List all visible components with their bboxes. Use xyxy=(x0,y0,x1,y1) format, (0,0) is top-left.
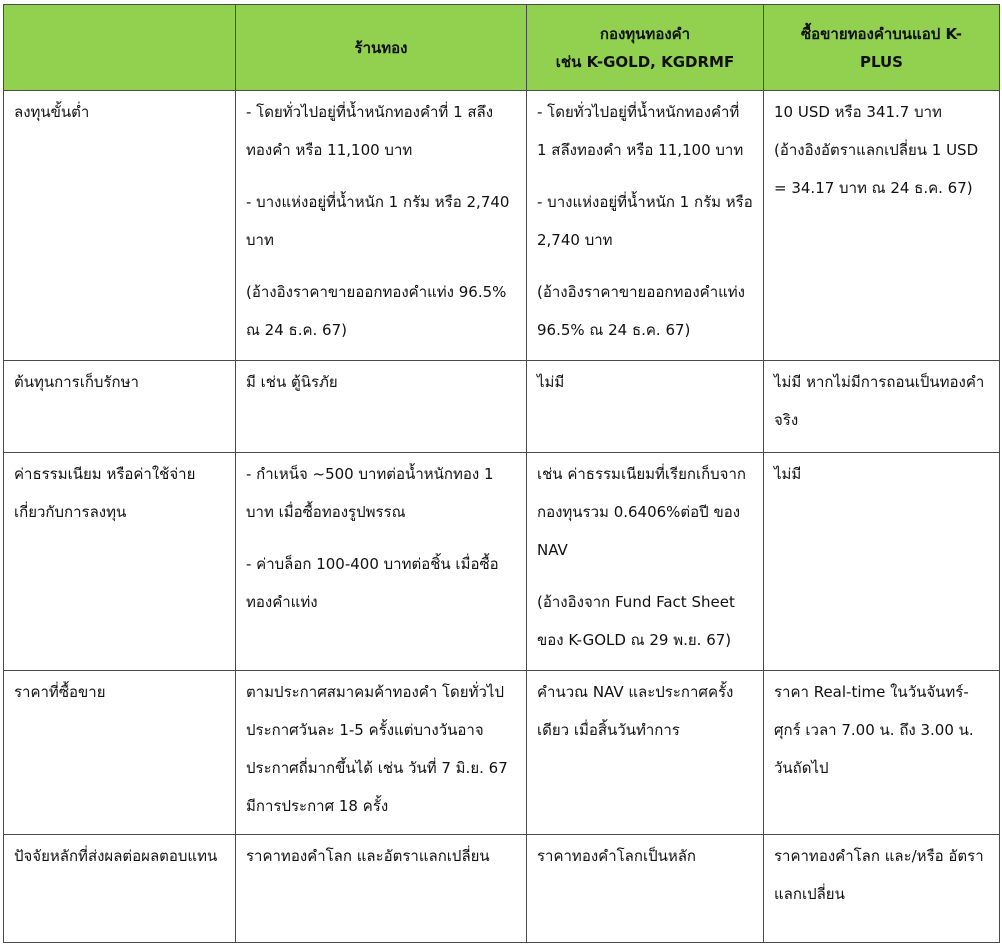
cell-shop xyxy=(236,835,527,943)
cell-paragraph: ไม่มี xyxy=(774,465,802,483)
header-kplus-app xyxy=(764,5,1000,91)
header-kplus-line2: PLUS xyxy=(859,52,903,71)
row-label: ราคาที่ซื้อขาย xyxy=(4,671,236,835)
cell-app xyxy=(764,671,1000,835)
row-label: ต้นทุนการเก็บรักษา xyxy=(4,361,236,453)
table-row-trading-price xyxy=(4,671,1000,835)
cell-paragraph: - โดยทั่วไปอยู่ที่น้ำหนักทองคำที่ 1 สลึง ทองคำ หรือ 11,100 บาท xyxy=(246,103,494,159)
cell-paragraph: ไม่มี หากไม่มีการถอนเป็นทองคำจริง xyxy=(774,373,985,429)
cell-paragraph: มี เช่น ตู้นิรภัย xyxy=(246,373,338,391)
comparison-table xyxy=(3,4,1000,943)
header-gold-fund-line1: กองทุนทองคำ xyxy=(599,24,691,43)
cell-paragraph: เช่น ค่าธรรมเนียมที่เรียกเก็บจากกองทุนรวม 0.6406%ต่อปี ของ NAV xyxy=(537,465,746,559)
cell-fund xyxy=(527,671,764,835)
cell-paragraph: - บางแห่งอยู่ที่น้ำหนัก 1 กรัม หรือ 2,740 บาท xyxy=(246,193,510,249)
header-gold-fund-line2: เช่น K-GOLD, KGDRMF xyxy=(555,52,735,71)
table-row-fees xyxy=(4,453,1000,671)
cell-fund xyxy=(527,835,764,943)
cell-paragraph: ไม่มี xyxy=(537,373,565,391)
cell-paragraph: (อ้างอิงราคาขายออกทองคำแท่ง 96.5% ณ 24 ธ.ค. 67) xyxy=(246,283,507,339)
cell-fund xyxy=(527,453,764,671)
cell-app xyxy=(764,835,1000,943)
cell-app xyxy=(764,91,1000,361)
cell-paragraph: (อ้างอิงราคาขายออกทองคำแท่ง 96.5% ณ 24 ธ.ค. 67) xyxy=(537,283,746,339)
cell-paragraph: ราคาทองคำโลก และ/หรือ อัตราแลกเปลี่ยน xyxy=(774,847,984,903)
cell-paragraph: - บางแห่งอยู่ที่น้ำหนัก 1 กรัม หรือ 2,740 บาท xyxy=(537,193,753,249)
table-row-min-investment xyxy=(4,91,1000,361)
cell-paragraph: 10 USD หรือ 341.7 บาท (อ้างอิงอัตราแลกเปลี่ยน 1 USD = 34.17 บาท ณ 24 ธ.ค. 67) xyxy=(774,103,979,197)
cell-app xyxy=(764,453,1000,671)
cell-paragraph: คำนวณ NAV และประกาศครั้งเดียว เมื่อสิ้นวันทำการ xyxy=(537,683,734,739)
cell-fund xyxy=(527,91,764,361)
header-gold-shop: ร้านทอง xyxy=(236,5,527,91)
cell-shop xyxy=(236,91,527,361)
table-row-storage-cost xyxy=(4,361,1000,453)
cell-paragraph: ตามประกาศสมาคมค้าทองคำ โดยทั่วไปประกาศวันละ 1-5 ครั้งแต่บางวันอาจประกาศถี่มากขึ้นได้ เช่น วันที่ 7 มิ.ย. 67 มีการประกาศ 18 ครั้ง xyxy=(246,683,508,815)
header-gold-fund xyxy=(527,5,764,91)
cell-paragraph: - กำเหน็จ ~500 บาทต่อน้ำหนักทอง 1 บาท เมื่อซื้อทองรูปพรรณ xyxy=(246,465,494,521)
row-label: ค่าธรรมเนียม หรือค่าใช้จ่ายเกี่ยวกับการลงทุน xyxy=(4,453,236,671)
cell-shop xyxy=(236,671,527,835)
cell-paragraph: ราคาทองคำโลกเป็นหลัก xyxy=(537,847,697,865)
row-label: ลงทุนขั้นต่ำ xyxy=(4,91,236,361)
cell-app xyxy=(764,361,1000,453)
header-row xyxy=(4,5,1000,91)
cell-paragraph: (อ้างอิงจาก Fund Fact Sheet ของ K-GOLD ณ 29 พ.ย. 67) xyxy=(537,593,735,649)
cell-paragraph: ราคาทองคำโลก และอัตราแลกเปลี่ยน xyxy=(246,847,490,865)
cell-shop xyxy=(236,361,527,453)
cell-paragraph: - ค่าบล็อก 100-400 บาทต่อชิ้น เมื่อซื้อทองคำแท่ง xyxy=(246,555,499,611)
header-kplus-line1: ซื้อขายทองคำบนแอป K- xyxy=(800,24,963,43)
cell-fund xyxy=(527,361,764,453)
cell-paragraph: - โดยทั่วไปอยู่ที่น้ำหนักทองคำที่ 1 สลึงทองคำ หรือ 11,100 บาท xyxy=(537,103,744,159)
header-empty xyxy=(4,5,236,91)
cell-paragraph: ราคา Real-time ในวันจันทร์-ศุกร์ เวลา 7.00 น. ถึง 3.00 น. วันถัดไป xyxy=(774,683,974,777)
row-label: ปัจจัยหลักที่ส่งผลต่อผลตอบแทน xyxy=(4,835,236,943)
cell-shop xyxy=(236,453,527,671)
table-row-return-factors xyxy=(4,835,1000,943)
